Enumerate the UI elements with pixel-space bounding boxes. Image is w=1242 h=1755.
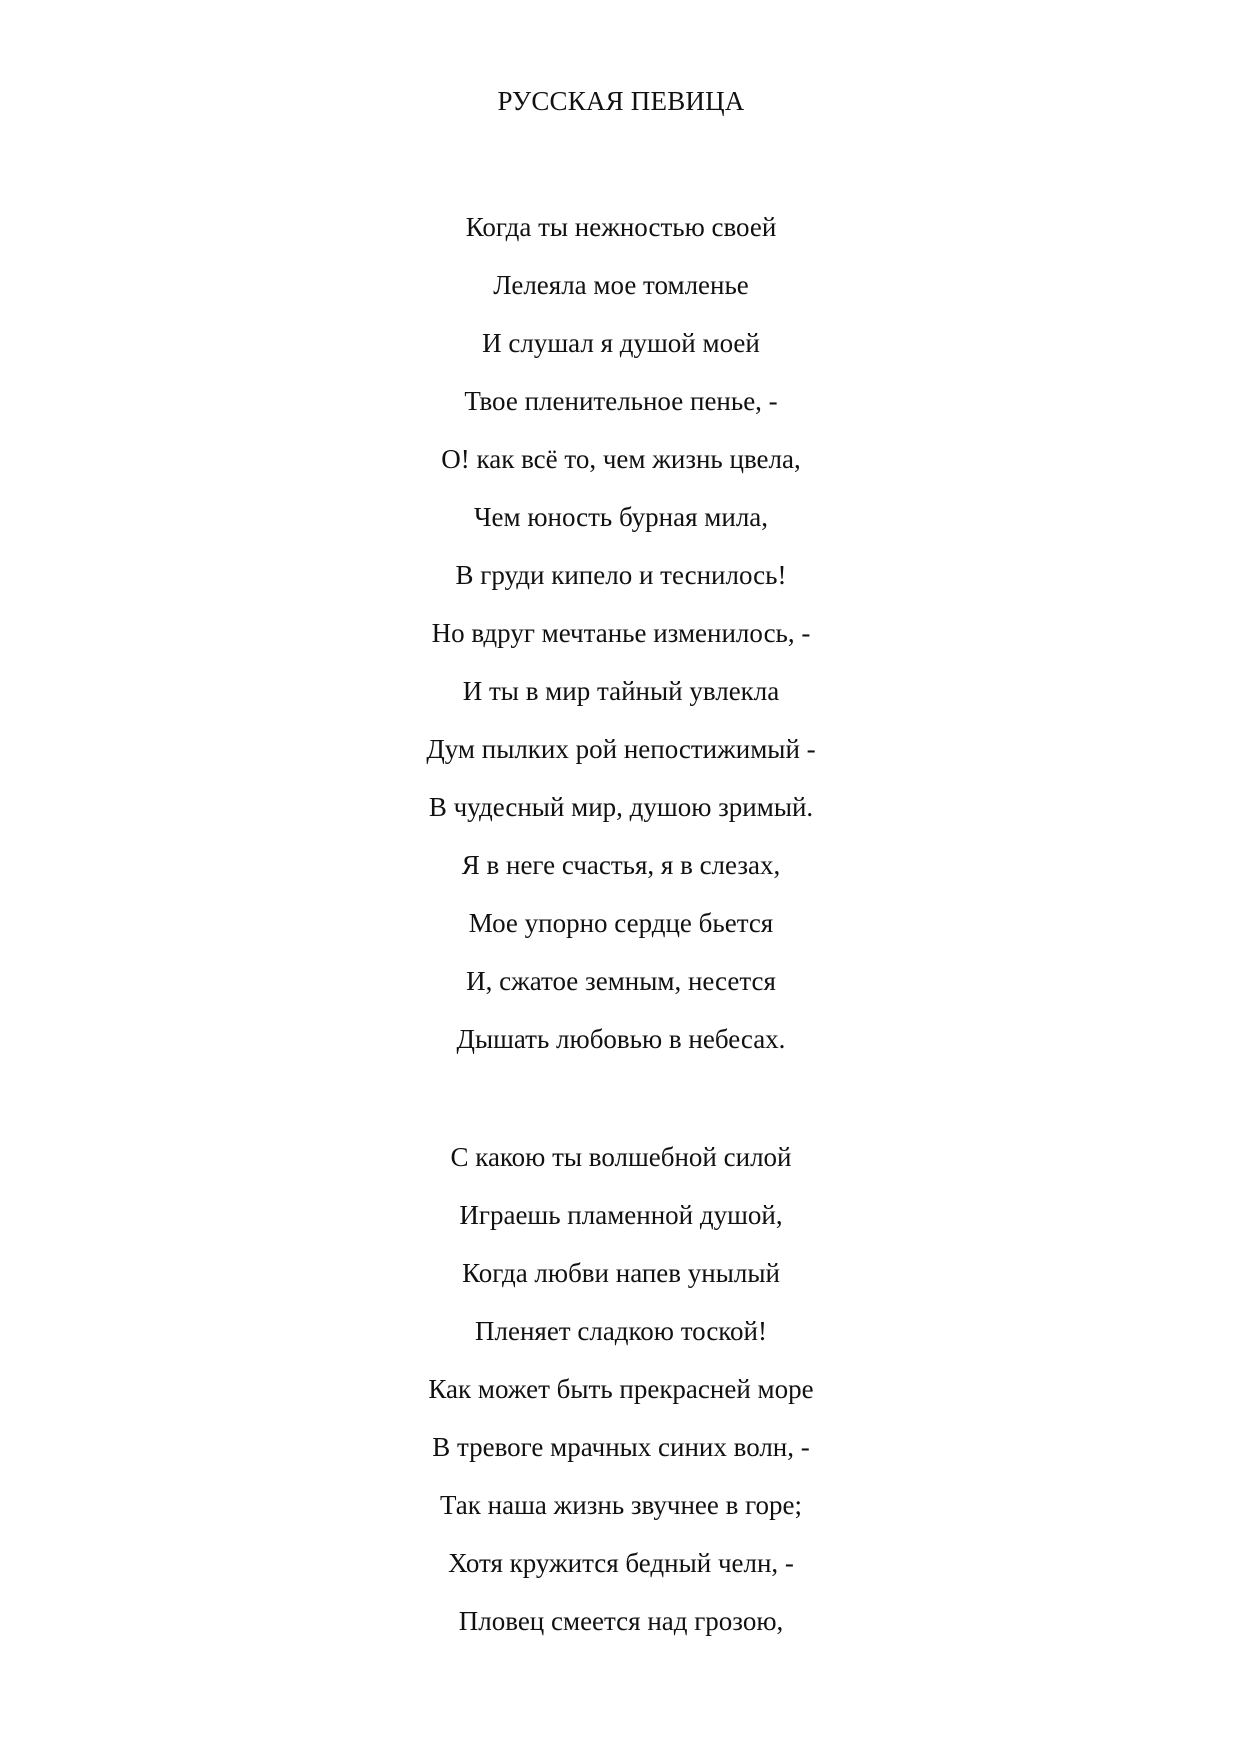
poem-line: Так наша жизнь звучнее в горе; — [439, 1490, 803, 1520]
poem-line: Дум пылких рой непостижимый - — [426, 734, 816, 764]
stanza-2 — [0, 1128, 1242, 1650]
poem-line: С какою ты волшебной силой — [450, 1142, 792, 1172]
poem-line: Когда любви напев унылый — [462, 1258, 780, 1288]
poem-title: РУССКАЯ ПЕВИЦА — [497, 86, 745, 116]
poem-line: Чем юность бурная мила, — [473, 502, 769, 532]
poem-line: Играешь пламенной душой, — [459, 1200, 783, 1230]
poem-line: В груди кипело и теснилось! — [455, 560, 787, 590]
poem-line: И слушал я душой моей — [482, 328, 760, 358]
poem-line: Твое пленительное пенье, - — [464, 386, 778, 416]
poem-line: О! как всё то, чем жизнь цвела, — [441, 444, 801, 474]
poem-line: Лелеяла мое томленье — [493, 270, 749, 300]
poem-line: В чудесный мир, душою зримый. — [428, 792, 814, 822]
poem-line: Когда ты нежностью своей — [465, 212, 777, 242]
poem-line: Дышать любовью в небесах. — [456, 1024, 786, 1054]
poem-line: И ты в мир тайный увлекла — [462, 676, 780, 706]
poem-line: Я в неге счастья, я в слезах, — [461, 850, 781, 880]
poem-line: В тревоге мрачных синих волн, - — [432, 1432, 810, 1462]
poem-line: Пловец смеется над грозою, — [458, 1606, 784, 1636]
poem-line: Хотя кружится бедный челн, - — [448, 1548, 794, 1578]
poem-line: Мое упорно сердце бьется — [468, 908, 774, 938]
stanza-1 — [0, 198, 1242, 1068]
poem-line: И, сжатое земным, несется — [466, 966, 776, 996]
poem-line: Но вдруг мечтанье изменилось, - — [431, 618, 811, 648]
poem-line: Как может быть прекрасней море — [428, 1374, 814, 1404]
poem-line: Пленяет сладкою тоской! — [475, 1316, 767, 1346]
